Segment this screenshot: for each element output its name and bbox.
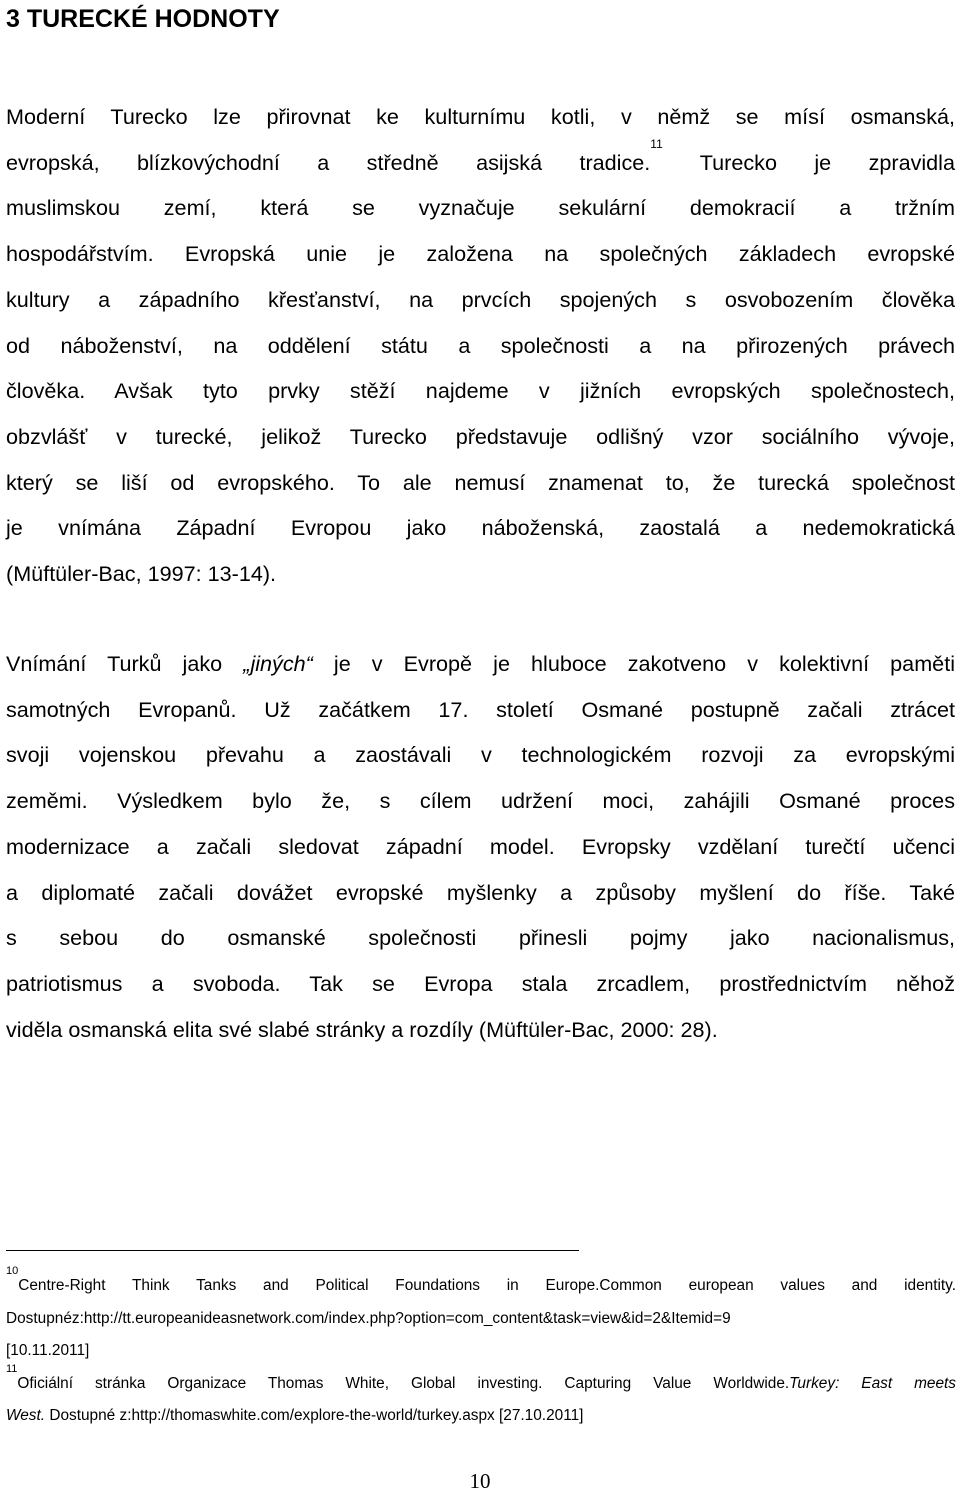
text-run: Centre-Right Think Tanks and Political Foundations in Europe.Common european values and identity. [18, 1277, 956, 1294]
footnote-ref-11[interactable]: 11 [650, 136, 663, 151]
footnote-number: 11 [6, 1362, 18, 1375]
text-line: který se liší od evropského. To ale nemusí znamenat to, že turecká společnost [6, 469, 955, 495]
text-line: Moderní Turecko lze přirovnat ke kulturnímu kotli, v němž se mísí osmanská, [6, 104, 955, 129]
text-run: evropská, blízkovýchodní a středně asijská tradice. [6, 149, 651, 175]
footnotes [6, 1265, 956, 1433]
text-line: patriotismus a svoboda. Tak se Evropa stala zrcadlem, prostřednictvím něhož [6, 970, 955, 996]
paragraph-2 [6, 641, 955, 1052]
text-line: člověka. Avšak tyto prvky stěží najdeme v jižních evropských společnostech, [6, 378, 955, 404]
text-line: muslimskou zemí, která se vyznačuje sekulární demokracií a tržním [6, 195, 955, 221]
footnote-10-link[interactable]: Dostupnéz:http://tt.europeanideasnetwork.com/index.php?option=com_content&task=view&id=2&Itemid=9 [6, 1309, 731, 1327]
text-line: svoji vojenskou převahu a zaostávali v technologickém rozvoji za evropskými [6, 742, 955, 768]
text-line [6, 136, 955, 186]
text-line: s sebou do osmanské společnosti přinesli pojmy jako nacionalismus, [6, 925, 955, 951]
text-line: (Müftüler-Bac, 1997: 13-14). [6, 561, 277, 587]
text-line [6, 641, 955, 687]
title-italic: West. [6, 1407, 46, 1424]
footnote-11-line [6, 1400, 956, 1433]
section-heading: 3 TURECKÉ HODNOTY [6, 5, 280, 33]
title-italic: Turkey: East meets [789, 1374, 956, 1392]
text-run: Vnímání Turků jako [6, 651, 244, 676]
text-run: Oficiální stránka Organizace Thomas White, Global investing. Capturing Value Worldwide. [17, 1374, 790, 1392]
footnote-10-line [6, 1265, 956, 1303]
page-number: 10 [469, 1469, 491, 1493]
footnote-11-link[interactable]: Dostupné z:http://thomaswhite.com/explore-the-world/turkey.aspx [27.10.2011] [45, 1407, 584, 1424]
footnote-11-line [6, 1362, 956, 1401]
text-line: samotných Evropanů. Už začátkem 17. století Osmané postupně začali ztrácet [6, 696, 955, 722]
text-line: a diplomaté začali dovážet evropské myšlenky a způsoby myšlení do říše. Také [6, 879, 955, 905]
text-line: kultury a západního křesťanství, na prvcích spojených s osvobozením člověka [6, 286, 955, 312]
text-line: obzvlášť v turecké, jelikož Turecko představuje odlišný vzor sociálního vývoje, [6, 423, 955, 449]
footnote-separator [6, 1250, 579, 1251]
text-line: zeměmi. Výsledkem bylo že, s cílem udržení moci, zahájili Osmané proces [6, 788, 955, 814]
text-line: od náboženství, na oddělení státu a společnosti a na přirozených právech [6, 332, 955, 358]
text-line: hospodářstvím. Evropská unie je založena na společných základech evropské [6, 241, 955, 267]
paragraph-1 [6, 94, 955, 597]
text-run: je v Evropě je hluboce zakotveno v kolektivní paměti [312, 651, 955, 676]
emphasis-jinych: „jiných“ [243, 651, 313, 676]
text-line: modernizace a začali sledovat západní model. Evropsky vzdělaní turečtí učenci [6, 833, 955, 859]
footnote-number: 10 [6, 1265, 19, 1277]
text-line: je vnímána Západní Evropou jako náboženská, zaostalá a nedemokratická [6, 515, 955, 541]
text-run: Turecko je zpravidla [662, 149, 955, 175]
text-line: viděla osmanská elita své slabé stránky a rozdíly (Müftüler-Bac, 2000: 28). [6, 1016, 718, 1042]
footnote-10-date: [10.11.2011] [6, 1342, 90, 1359]
